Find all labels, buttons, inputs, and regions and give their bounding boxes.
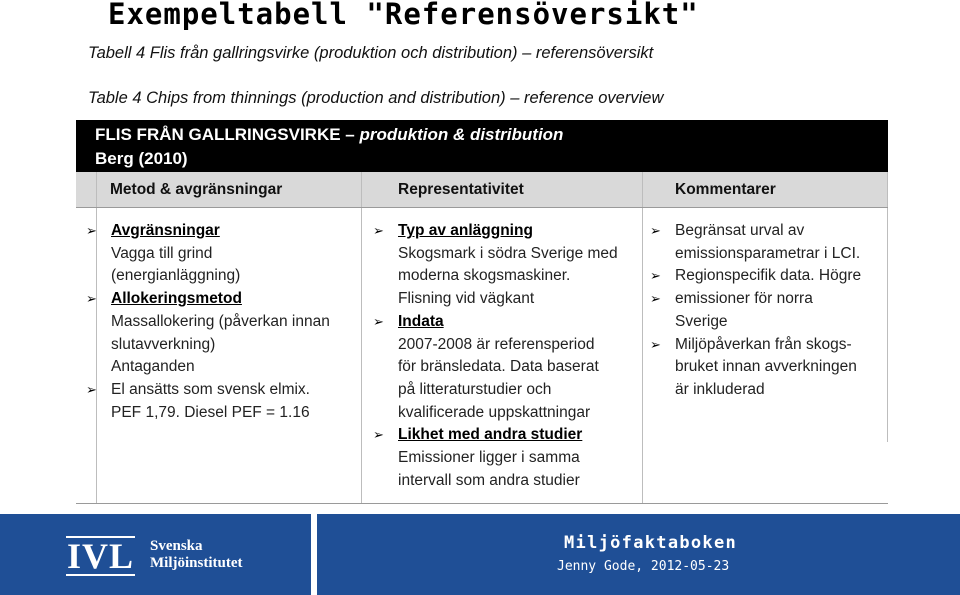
column-divider [361, 172, 362, 504]
logo-mark: IVL [67, 536, 135, 576]
cell-line: (energianläggning) [111, 267, 241, 285]
column-header-method: Metod & avgränsningar [110, 181, 283, 198]
cell-line: Emissioner ligger i samma [398, 449, 580, 467]
cell-line: Regionspecifik data. Högre [675, 267, 862, 285]
arrow-bullet-icon: ➢ [86, 381, 97, 397]
cell-line: kvalificerade uppskattningar [398, 403, 591, 421]
cell-line: Skogsmark i södra Sverige med [398, 244, 618, 262]
row-divider [76, 503, 888, 504]
cell-line: slutavverkning) [111, 335, 216, 353]
column-header-row [76, 172, 888, 208]
subheading: Typ av anläggning [398, 222, 533, 239]
row-divider [76, 207, 888, 208]
cell-line: PEF 1,79. Diesel PEF = 1.16 [111, 403, 310, 421]
table-header-reference: Berg (2010) [95, 149, 188, 168]
arrow-bullet-icon: ➢ [373, 427, 384, 443]
cell-line: Sverige [675, 312, 728, 330]
cell-line: moderna skogsmaskiner. [398, 267, 571, 285]
column-header-comments: Kommentarer [675, 181, 776, 198]
slide-title: Exempeltabell "Referensöversikt" [108, 0, 699, 31]
subheading: Likhet med andra studier [398, 426, 583, 444]
cell-method [86, 220, 361, 424]
footer-subtitle: Jenny Gode, 2012-05-23 [557, 559, 730, 574]
table-header-title: FLIS FRÅN GALLRINGSVIRKE – [95, 125, 360, 144]
cell-line: emissionsparametrar i LCI. [675, 244, 861, 262]
cell-line: Begränsat urval av [675, 222, 805, 239]
cell-line: bruket innan avverkningen [675, 358, 857, 376]
cell-line: på litteraturstudier och [398, 380, 552, 398]
cell-line: 2007-2008 är referensperiod [398, 335, 595, 353]
arrow-bullet-icon: ➢ [650, 336, 661, 352]
cell-comments [650, 220, 890, 402]
table-caption-swedish: Tabell 4 Flis från gallringsvirke (produktion och distribution) – referensöversikt [88, 44, 654, 62]
arrow-bullet-icon: ➢ [373, 313, 384, 329]
cell-line: Flisning vid vägkant [398, 290, 535, 308]
cell-line: emissioner för norra [675, 290, 813, 308]
arrow-bullet-icon: ➢ [373, 223, 384, 238]
table-header-subtitle: produktion & distribution [359, 125, 564, 144]
cell-line: för bränsledata. Data baserat [398, 358, 599, 376]
cell-representativity [373, 220, 643, 492]
footer-divider [311, 514, 317, 595]
subheading: Allokeringsmetod [111, 290, 242, 308]
cell-line: Vagga till grind [111, 244, 213, 262]
column-header-representativity: Representativitet [398, 181, 524, 198]
subheading: Antaganden [111, 358, 195, 376]
subheading: Avgränsningar [111, 222, 220, 239]
arrow-bullet-icon: ➢ [86, 223, 97, 238]
cell-line: är inkluderad [675, 380, 765, 398]
footer-bar [0, 514, 960, 595]
arrow-bullet-icon: ➢ [650, 268, 661, 284]
logo-line2: Miljöinstitutet [150, 555, 243, 571]
table-caption-english: Table 4 Chips from thinnings (production and distribution) – reference overview [88, 89, 664, 107]
subheading: Indata [398, 312, 444, 330]
arrow-bullet-icon: ➢ [650, 291, 661, 307]
cell-line: intervall som andra studier [398, 471, 580, 489]
cell-line: Miljöpåverkan från skogs- [675, 335, 852, 353]
cell-line: Massallokering (påverkan innan [111, 312, 330, 330]
logo-line1: Svenska [150, 538, 203, 554]
arrow-bullet-icon: ➢ [86, 291, 97, 307]
table-header [76, 120, 888, 172]
footer-title: Miljöfaktaboken [564, 533, 738, 553]
arrow-bullet-icon: ➢ [650, 223, 661, 238]
cell-line: El ansätts som svensk elmix. [111, 380, 310, 398]
reference-table [66, 120, 894, 510]
